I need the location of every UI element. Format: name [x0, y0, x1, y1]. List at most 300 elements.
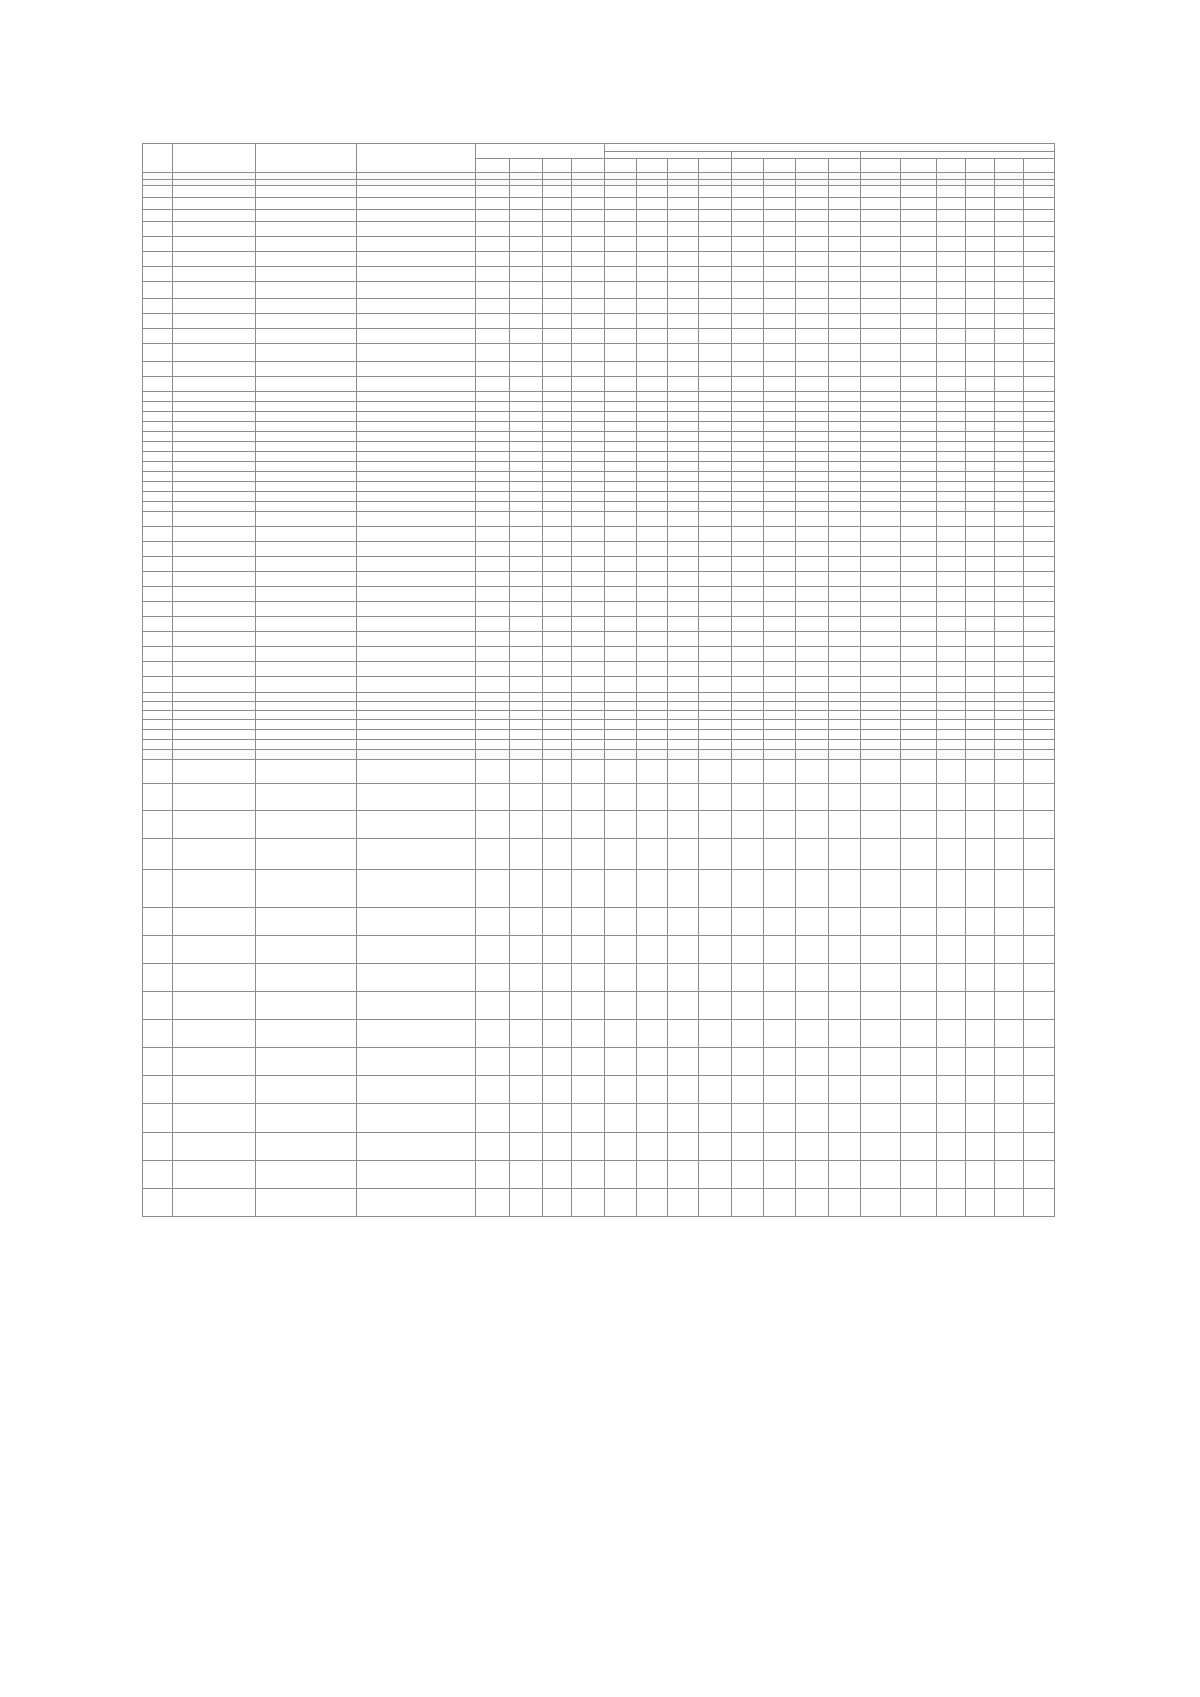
cell-value [668, 750, 699, 760]
cell-location [357, 173, 476, 180]
cell-value [936, 299, 965, 314]
header-length-col [636, 159, 667, 173]
cell-value [668, 677, 699, 693]
table-row [143, 1189, 1055, 1217]
cell-value [1024, 750, 1055, 760]
cell-value [636, 299, 667, 314]
cell-value [699, 730, 731, 740]
cell-justification [256, 422, 357, 432]
cell-value [1024, 720, 1055, 730]
table-row [143, 377, 1055, 392]
cell-value [731, 1048, 763, 1076]
cell-value [936, 662, 965, 677]
cell-value [509, 432, 542, 442]
cell-value [763, 267, 795, 282]
cell-value [509, 1048, 542, 1076]
cell-value [572, 512, 605, 527]
cell-justification [256, 442, 357, 452]
cell-value [476, 711, 509, 720]
cell-value [542, 632, 571, 647]
cell-value [995, 402, 1024, 412]
cell-value [860, 908, 900, 936]
cell-location [357, 362, 476, 377]
cell-value [731, 329, 763, 344]
cell-value [860, 587, 900, 602]
cell-value [901, 711, 936, 720]
cell-value [699, 492, 731, 502]
cell-name [173, 587, 256, 602]
cell-value [828, 1133, 860, 1161]
cell-value [860, 282, 900, 299]
cell-value [828, 452, 860, 462]
cell-value [731, 870, 763, 908]
cell-value [1024, 252, 1055, 267]
cell-value [965, 711, 994, 720]
cell-value [936, 677, 965, 693]
cell-value [901, 720, 936, 730]
cell-justification [256, 452, 357, 462]
cell-value [605, 750, 636, 760]
cell-value [860, 314, 900, 329]
cell-value [828, 492, 860, 502]
cell-location [357, 462, 476, 472]
cell-justification [256, 1133, 357, 1161]
table-row [143, 210, 1055, 222]
cell-justification [256, 314, 357, 329]
cell-value [1024, 617, 1055, 632]
cell-value [995, 392, 1024, 402]
cell-value [572, 1020, 605, 1048]
cell-value [860, 344, 900, 362]
cell-value [936, 442, 965, 452]
cell-value [936, 1189, 965, 1217]
cell-location [357, 1048, 476, 1076]
cell-value [636, 964, 667, 992]
cell-value [828, 299, 860, 314]
cell-value [731, 252, 763, 267]
cell-value [476, 572, 509, 587]
cell-name [173, 186, 256, 198]
cell-value [731, 198, 763, 210]
cell-value [936, 314, 965, 329]
cell-value [796, 750, 828, 760]
cell-value [763, 432, 795, 442]
header-tech-group [605, 144, 1055, 152]
cell-value [828, 936, 860, 964]
cell-value [860, 602, 900, 617]
cell-value [699, 760, 731, 784]
cell-value [965, 412, 994, 422]
cell-value [995, 412, 1024, 422]
cell-justification [256, 1048, 357, 1076]
cell-value [995, 282, 1024, 299]
cell-value [763, 472, 795, 482]
cell-justification [256, 702, 357, 711]
cell-value [668, 442, 699, 452]
cell-value [731, 344, 763, 362]
cell-value [731, 811, 763, 839]
cell-value [668, 662, 699, 677]
cell-location [357, 442, 476, 452]
cell-num [143, 662, 173, 677]
cell-value [605, 173, 636, 180]
cell-value [936, 482, 965, 492]
cell-value [936, 730, 965, 740]
cell-value [509, 314, 542, 329]
cell-value [636, 442, 667, 452]
cell-value [636, 1161, 667, 1189]
cell-value [995, 662, 1024, 677]
cell-value [995, 870, 1024, 908]
cell-justification [256, 1104, 357, 1133]
cell-location [357, 693, 476, 702]
cell-name [173, 344, 256, 362]
cell-value [936, 237, 965, 252]
cell-name [173, 512, 256, 527]
cell-value [936, 602, 965, 617]
cell-value [731, 392, 763, 402]
cell-value [965, 299, 994, 314]
cell-value [860, 492, 900, 502]
cell-value [668, 693, 699, 702]
cell-value [699, 422, 731, 432]
cell-value [901, 237, 936, 252]
cell-value [763, 527, 795, 542]
cell-value [509, 237, 542, 252]
cell-location [357, 730, 476, 740]
cell-value [860, 267, 900, 282]
cell-location [357, 432, 476, 442]
header-other-col [995, 159, 1024, 173]
cell-value [796, 1161, 828, 1189]
cell-value [731, 267, 763, 282]
cell-value [796, 512, 828, 527]
cell-value [605, 412, 636, 422]
cell-value [476, 632, 509, 647]
cell-value [901, 377, 936, 392]
cell-value [476, 602, 509, 617]
cell-value [901, 252, 936, 267]
cell-value [476, 647, 509, 662]
cell-justification [256, 693, 357, 702]
cell-num [143, 282, 173, 299]
cell-value [763, 839, 795, 870]
header-capacity-col [828, 159, 860, 173]
cell-value [476, 784, 509, 811]
table-row [143, 992, 1055, 1020]
cell-value [901, 964, 936, 992]
cell-value [636, 472, 667, 482]
cell-value [965, 462, 994, 472]
cell-value [828, 811, 860, 839]
cell-value [699, 662, 731, 677]
cell-value [828, 173, 860, 180]
cell-value [860, 362, 900, 377]
cell-value [796, 711, 828, 720]
cell-value [828, 237, 860, 252]
cell-value [936, 1104, 965, 1133]
header-length-col [699, 159, 731, 173]
cell-value [476, 392, 509, 402]
cell-value [1024, 412, 1055, 422]
table-row [143, 720, 1055, 730]
cell-justification [256, 377, 357, 392]
cell-value [636, 452, 667, 462]
cell-value [936, 908, 965, 936]
table-row [143, 442, 1055, 452]
cell-value [509, 462, 542, 472]
cell-value [542, 693, 571, 702]
cell-value [572, 1133, 605, 1161]
cell-value [509, 329, 542, 344]
cell-value [796, 492, 828, 502]
cell-location [357, 1133, 476, 1161]
cell-value [995, 1048, 1024, 1076]
cell-value [796, 936, 828, 964]
cell-num [143, 452, 173, 462]
cell-value [796, 632, 828, 647]
cell-value [605, 936, 636, 964]
cell-value [636, 392, 667, 402]
cell-value [699, 1048, 731, 1076]
cell-name [173, 647, 256, 662]
cell-value [860, 432, 900, 442]
cell-value [828, 870, 860, 908]
cell-value [699, 557, 731, 572]
cell-value [572, 1104, 605, 1133]
cell-value [936, 740, 965, 750]
cell-value [668, 870, 699, 908]
cell-value [668, 344, 699, 362]
cell-value [965, 542, 994, 557]
table-row [143, 587, 1055, 602]
cell-location [357, 632, 476, 647]
cell-value [572, 210, 605, 222]
cell-value [731, 839, 763, 870]
cell-value [476, 512, 509, 527]
table-row [143, 412, 1055, 422]
cell-value [699, 647, 731, 662]
cell-value [509, 1133, 542, 1161]
cell-value [936, 210, 965, 222]
cell-value [509, 662, 542, 677]
cell-value [476, 1076, 509, 1104]
cell-value [668, 1048, 699, 1076]
cell-location [357, 784, 476, 811]
cell-value [901, 542, 936, 557]
cell-value [542, 542, 571, 557]
cell-value [860, 299, 900, 314]
cell-num [143, 237, 173, 252]
cell-location [357, 908, 476, 936]
cell-value [636, 693, 667, 702]
cell-name [173, 299, 256, 314]
cell-value [542, 908, 571, 936]
cell-value [699, 1133, 731, 1161]
cell-value [699, 462, 731, 472]
cell-value [668, 392, 699, 402]
cell-name [173, 1161, 256, 1189]
cell-value [1024, 362, 1055, 377]
cell-value [509, 1189, 542, 1217]
cell-value [763, 1161, 795, 1189]
cell-value [509, 740, 542, 750]
cell-name [173, 329, 256, 344]
cell-value [542, 442, 571, 452]
cell-value [763, 936, 795, 964]
cell-value [605, 964, 636, 992]
cell-value [901, 870, 936, 908]
cell-value [965, 252, 994, 267]
cell-value [668, 472, 699, 482]
cell-value [936, 839, 965, 870]
cell-value [860, 617, 900, 632]
cell-value [668, 210, 699, 222]
cell-value [965, 662, 994, 677]
cell-name [173, 784, 256, 811]
cell-value [699, 482, 731, 492]
cell-value [860, 210, 900, 222]
cell-location [357, 1189, 476, 1217]
cell-location [357, 1104, 476, 1133]
cell-value [995, 617, 1024, 632]
cell-value [1024, 173, 1055, 180]
cell-value [828, 362, 860, 377]
cell-value [1024, 392, 1055, 402]
cell-value [995, 542, 1024, 557]
header-other-col [860, 159, 900, 173]
cell-location [357, 422, 476, 432]
cell-value [995, 740, 1024, 750]
cell-value [668, 186, 699, 198]
header-justification [256, 144, 357, 173]
table-row [143, 811, 1055, 839]
cell-name [173, 572, 256, 587]
cell-value [860, 647, 900, 662]
cell-value [796, 587, 828, 602]
cell-value [965, 1020, 994, 1048]
cell-value [605, 442, 636, 452]
cell-value [1024, 237, 1055, 252]
cell-value [542, 662, 571, 677]
cell-value [796, 502, 828, 512]
cell-value [605, 329, 636, 344]
cell-value [476, 502, 509, 512]
cell-value [542, 964, 571, 992]
cell-value [995, 647, 1024, 662]
cell-value [796, 314, 828, 329]
cell-value [509, 811, 542, 839]
cell-value [699, 632, 731, 647]
cell-value [995, 512, 1024, 527]
cell-value [828, 572, 860, 587]
cell-value [936, 412, 965, 422]
cell-value [995, 502, 1024, 512]
cell-value [860, 422, 900, 432]
cell-value [605, 1104, 636, 1133]
cell-name [173, 677, 256, 693]
cell-value [636, 811, 667, 839]
cell-value [605, 992, 636, 1020]
cell-value [763, 602, 795, 617]
cell-value [509, 693, 542, 702]
cell-value [699, 572, 731, 587]
cell-value [995, 329, 1024, 344]
cell-value [542, 482, 571, 492]
cell-value [572, 432, 605, 442]
cell-value [636, 344, 667, 362]
cell-justification [256, 282, 357, 299]
cell-value [509, 512, 542, 527]
cell-value [860, 711, 900, 720]
cell-location [357, 210, 476, 222]
cell-num [143, 587, 173, 602]
cell-location [357, 482, 476, 492]
cell-name [173, 720, 256, 730]
cell-value [995, 442, 1024, 452]
cell-value [572, 252, 605, 267]
cell-value [796, 908, 828, 936]
cell-num [143, 492, 173, 502]
cell-value [668, 730, 699, 740]
cell-num [143, 557, 173, 572]
cell-value [476, 617, 509, 632]
cell-value [763, 210, 795, 222]
cell-value [995, 720, 1024, 730]
cell-justification [256, 740, 357, 750]
cell-value [668, 632, 699, 647]
cell-location [357, 402, 476, 412]
header-length-col [668, 159, 699, 173]
cell-value [731, 632, 763, 647]
cell-value [796, 992, 828, 1020]
cell-value [763, 617, 795, 632]
cell-value [476, 362, 509, 377]
cell-value [572, 677, 605, 693]
cell-value [605, 282, 636, 299]
cell-value [965, 740, 994, 750]
cell-value [731, 936, 763, 964]
cell-value [509, 452, 542, 462]
cell-value [995, 362, 1024, 377]
cell-value [699, 677, 731, 693]
cell-name [173, 210, 256, 222]
table-row [143, 760, 1055, 784]
cell-justification [256, 572, 357, 587]
cell-name [173, 527, 256, 542]
cell-value [476, 677, 509, 693]
cell-location [357, 936, 476, 964]
cell-value [1024, 693, 1055, 702]
cell-value [860, 992, 900, 1020]
cell-value [605, 720, 636, 730]
cell-value [901, 210, 936, 222]
cell-value [605, 557, 636, 572]
cell-value [509, 647, 542, 662]
cell-value [699, 527, 731, 542]
cell-value [1024, 422, 1055, 432]
cell-value [605, 1189, 636, 1217]
cell-location [357, 702, 476, 711]
cell-value [860, 198, 900, 210]
cell-value [965, 362, 994, 377]
cell-value [1024, 632, 1055, 647]
cell-value [542, 1189, 571, 1217]
cell-value [828, 462, 860, 472]
table-row [143, 1133, 1055, 1161]
cell-location [357, 392, 476, 402]
cell-location [357, 502, 476, 512]
